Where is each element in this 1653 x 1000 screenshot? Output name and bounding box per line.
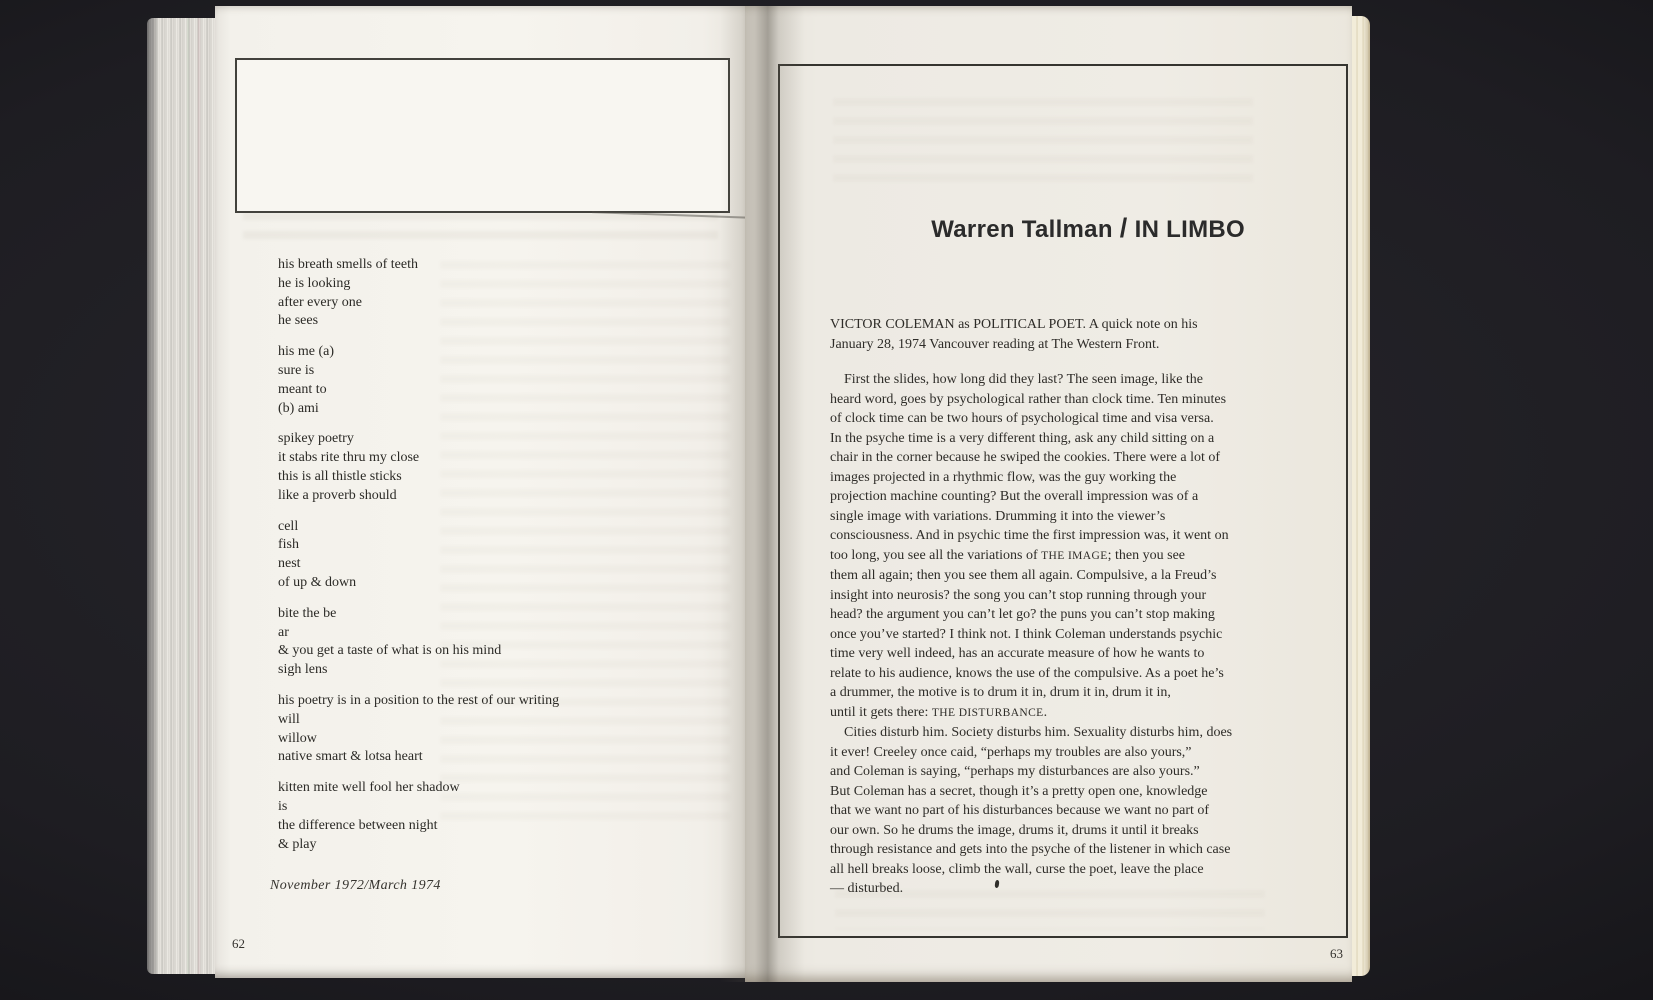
poem-line: willow: [278, 730, 317, 746]
essay-line: our own. So he drums the image, drums it, drums it until it breaks: [830, 822, 1199, 838]
essay-line: relate to his audience, knows the use of the compulsive. As a poet he’s: [830, 665, 1224, 681]
poem-line: his poetry is in a position to the rest of our writing: [278, 692, 560, 708]
poem-line: he is looking: [278, 275, 351, 291]
poem-line: spikey poetry: [278, 431, 354, 447]
essay-line: January 28, 1974 Vancouver reading at The Western Front.: [830, 336, 1160, 352]
poem-stanza: [278, 779, 559, 854]
essay-line: single image with variations. Drumming it into the viewer’s: [830, 508, 1166, 524]
essay-line: But Coleman has a secret, though it’s a pretty open one, knowledge: [830, 783, 1208, 799]
title-separator-slash: /: [1119, 213, 1128, 243]
poem-line: ar: [278, 624, 289, 640]
essay-line: all hell breaks loose, climb the wall, curse the poet, leave the place: [830, 861, 1204, 877]
poem-line: & you get a taste of what is on his mind: [278, 643, 502, 659]
poem-line: his me (a): [278, 344, 334, 360]
essay-line: once you’ve started? I think not. I think Coleman understands psychic: [830, 626, 1223, 642]
essay-line: through resistance and gets into the psyche of the listener in which case: [830, 842, 1231, 857]
right-page: [745, 6, 1352, 982]
page-number-right: 63: [1330, 946, 1343, 961]
poem-line: is: [278, 798, 288, 814]
essay-paragraph: [830, 315, 1232, 354]
poem-line: the difference between night: [278, 817, 438, 833]
essay-paragraph: [830, 723, 1232, 899]
essay-line: of clock time can be two hours of psychological time and visa versa.: [830, 411, 1214, 426]
poem-line: kitten mite well fool her shadow: [278, 780, 460, 796]
essay-line: heard word, goes by psychological rather than clock time. Ten minutes: [830, 391, 1227, 407]
essay-line: too long, you see all the variations of THE IMAGE; then you see: [830, 547, 1186, 563]
essay-line: VICTOR COLEMAN as POLITICAL POET. A quick note on his: [830, 317, 1198, 332]
poem-stanza: [278, 430, 559, 505]
essay-paragraph: [830, 370, 1232, 723]
poem-line: will: [278, 711, 300, 727]
essay-line: projection machine counting? But the overall impression was of a: [830, 489, 1199, 504]
page-edges-right: [1352, 16, 1370, 976]
essay-line: In the psyche time is a very different thing, ask any child sitting on a: [830, 430, 1215, 446]
poem-line: sigh lens: [278, 662, 328, 678]
essay-line: — disturbed.: [830, 881, 904, 896]
essay-line: consciousness. And in psychic time the first impression was, it went on: [830, 528, 1229, 543]
essay-line: until it gets there: THE DISTURBANCE.: [830, 704, 1048, 720]
poem-line: he sees: [278, 313, 319, 329]
poem-date-line: November 1972/March 1974: [270, 878, 441, 893]
poem-stanza: [278, 518, 559, 593]
essay-line: that we want no part of his disturbances because we want no part of: [830, 803, 1210, 818]
poem-line: it stabs rite thru my close: [278, 450, 420, 466]
poem-line: like a proverb should: [278, 487, 397, 503]
poem-line: bite the be: [278, 605, 337, 621]
poem-stanza: [278, 256, 559, 331]
poem-line: of up & down: [278, 574, 357, 590]
poem-stanza: [278, 343, 559, 418]
poem-line: meant to: [278, 381, 327, 397]
essay-title: [778, 213, 1245, 244]
blank-pasted-label-box: [235, 58, 730, 213]
poem-line: nest: [278, 556, 301, 572]
essay-line: time very well indeed, has an accurate measure of how he wants to: [830, 646, 1205, 661]
essay-line: First the slides, how long did they last? The seen image, like the: [844, 372, 1204, 387]
poem-line: fish: [278, 537, 299, 553]
poem-line: his breath smells of teeth: [278, 257, 418, 272]
essay-line: Cities disturb him. Society disturbs him. Sexuality disturbs him, does: [844, 725, 1233, 740]
essay-line: head? the argument you can’t let go? the puns you can’t stop making: [830, 607, 1215, 622]
poem-line: this is all thistle sticks: [278, 468, 402, 484]
poem-line: after every one: [278, 294, 362, 310]
essay-work-title: IN LIMBO: [1134, 216, 1245, 243]
poem-stanza: [278, 692, 559, 767]
page-number-left: 62: [232, 936, 245, 951]
book-spread: [147, 6, 1370, 986]
poem-line: native smart & lotsa heart: [278, 749, 423, 765]
essay-line: it ever! Creeley once caid, “perhaps my troubles are also yours,”: [830, 744, 1192, 760]
poem-line: sure is: [278, 362, 315, 378]
essay-line: insight into neurosis? the song you can’t stop running through your: [830, 587, 1207, 603]
page-edges-left: [147, 18, 215, 974]
poem-line: & play: [278, 836, 317, 852]
small-caps-text: THE DISTURBANCE: [931, 706, 1044, 719]
essay-author: Warren Tallman: [931, 216, 1113, 243]
essay-line: chair in the corner because he swiped the cookies. There were a lot of: [830, 450, 1221, 465]
poem-text: [278, 256, 559, 866]
essay-line: and Coleman is saying, “perhaps my disturbances are also yours.”: [830, 764, 1200, 779]
poem-stanza: [278, 605, 559, 680]
small-caps-text: THE IMAGE: [1041, 549, 1108, 562]
essay-text: [830, 315, 1232, 899]
left-page: [215, 6, 745, 978]
essay-line: them all again; then you see them all again. Compulsive, a la Freud’s: [830, 568, 1217, 583]
essay-line: images projected in a rhythmic flow, was the guy working the: [830, 469, 1177, 485]
essay-line: a drummer, the motive is to drum it in, drum it in, drum it in,: [830, 685, 1171, 700]
poem-line: (b) ami: [278, 400, 319, 416]
poem-line: cell: [278, 518, 299, 534]
